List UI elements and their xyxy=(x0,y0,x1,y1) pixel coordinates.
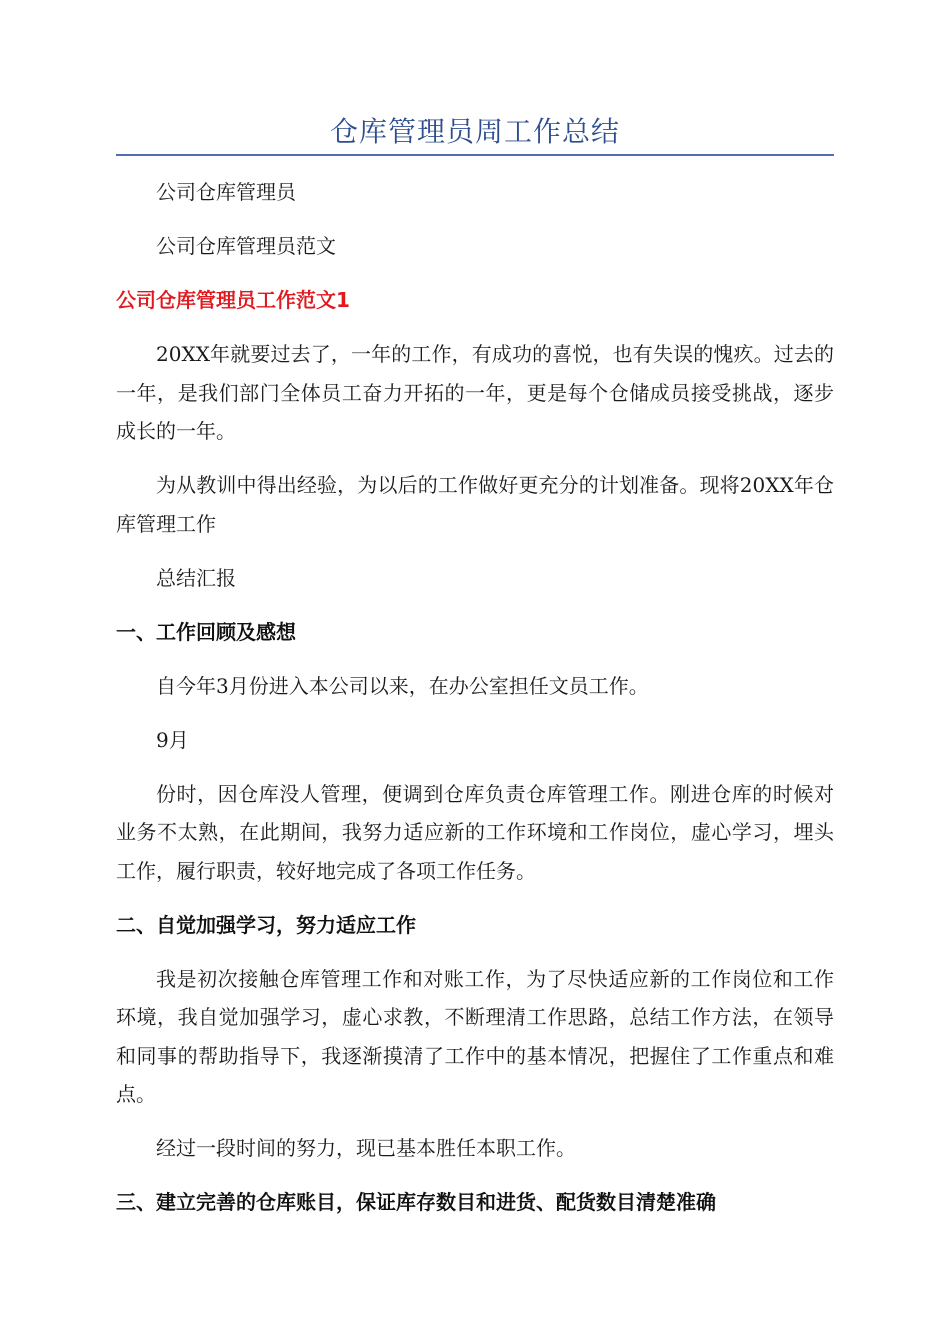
document-body xyxy=(116,173,834,1237)
title-underline xyxy=(116,154,834,156)
paragraph: 公司仓库管理员范文 xyxy=(156,234,336,258)
section-heading: 二、自觉加强学习，努力适应工作 xyxy=(116,912,416,937)
paragraph: 公司仓库管理员 xyxy=(156,180,296,204)
paragraph: 20XX年就要过去了，一年的工作，有成功的喜悦，也有失误的愧疚。过去的一年，是我们部门全体员工奋力开拓的一年，更是每个仓储成员接受挑战，逐步成长的一年。 xyxy=(116,342,834,443)
paragraph: 经过一段时间的努力，现已基本胜任本职工作。 xyxy=(156,1136,576,1160)
paragraph: 总结汇报 xyxy=(156,565,236,590)
paragraph: 份时，因仓库没人管理，便调到仓库负责仓库管理工作。刚进仓库的时候对业务不太熟，在此期间，我努力适应新的工作环境和工作岗位，虚心学习，埋头工作，履行职责，较好地完成了各项工作任务。 xyxy=(116,781,834,883)
paragraph: 自今年3月份进入本公司以来，在办公室担任文员工作。 xyxy=(156,673,649,698)
paragraph: 9月 xyxy=(156,727,189,752)
section-heading: 三、建立完善的仓库账目，保证库存数目和进货、配货数目清楚准确 xyxy=(116,1190,716,1214)
section-heading-red: 公司仓库管理员工作范文1 xyxy=(116,288,350,312)
document-title: 仓库管理员周工作总结 xyxy=(329,115,620,148)
paragraph: 我是初次接触仓库管理工作和对账工作，为了尽快适应新的工作岗位和工作环境，我自觉加强学习，虚心求教，不断理清工作思路，总结工作方法，在领导和同事的帮助指导下，我逐渐摸清了工作中的基本情况，把握住了工作重点和难点。 xyxy=(116,966,834,1106)
paragraph: 为从教训中得出经验，为以后的工作做好更充分的计划准备。现将20XX年仓库管理工作 xyxy=(116,473,834,536)
section-heading: 一、工作回顾及感想 xyxy=(116,619,296,644)
